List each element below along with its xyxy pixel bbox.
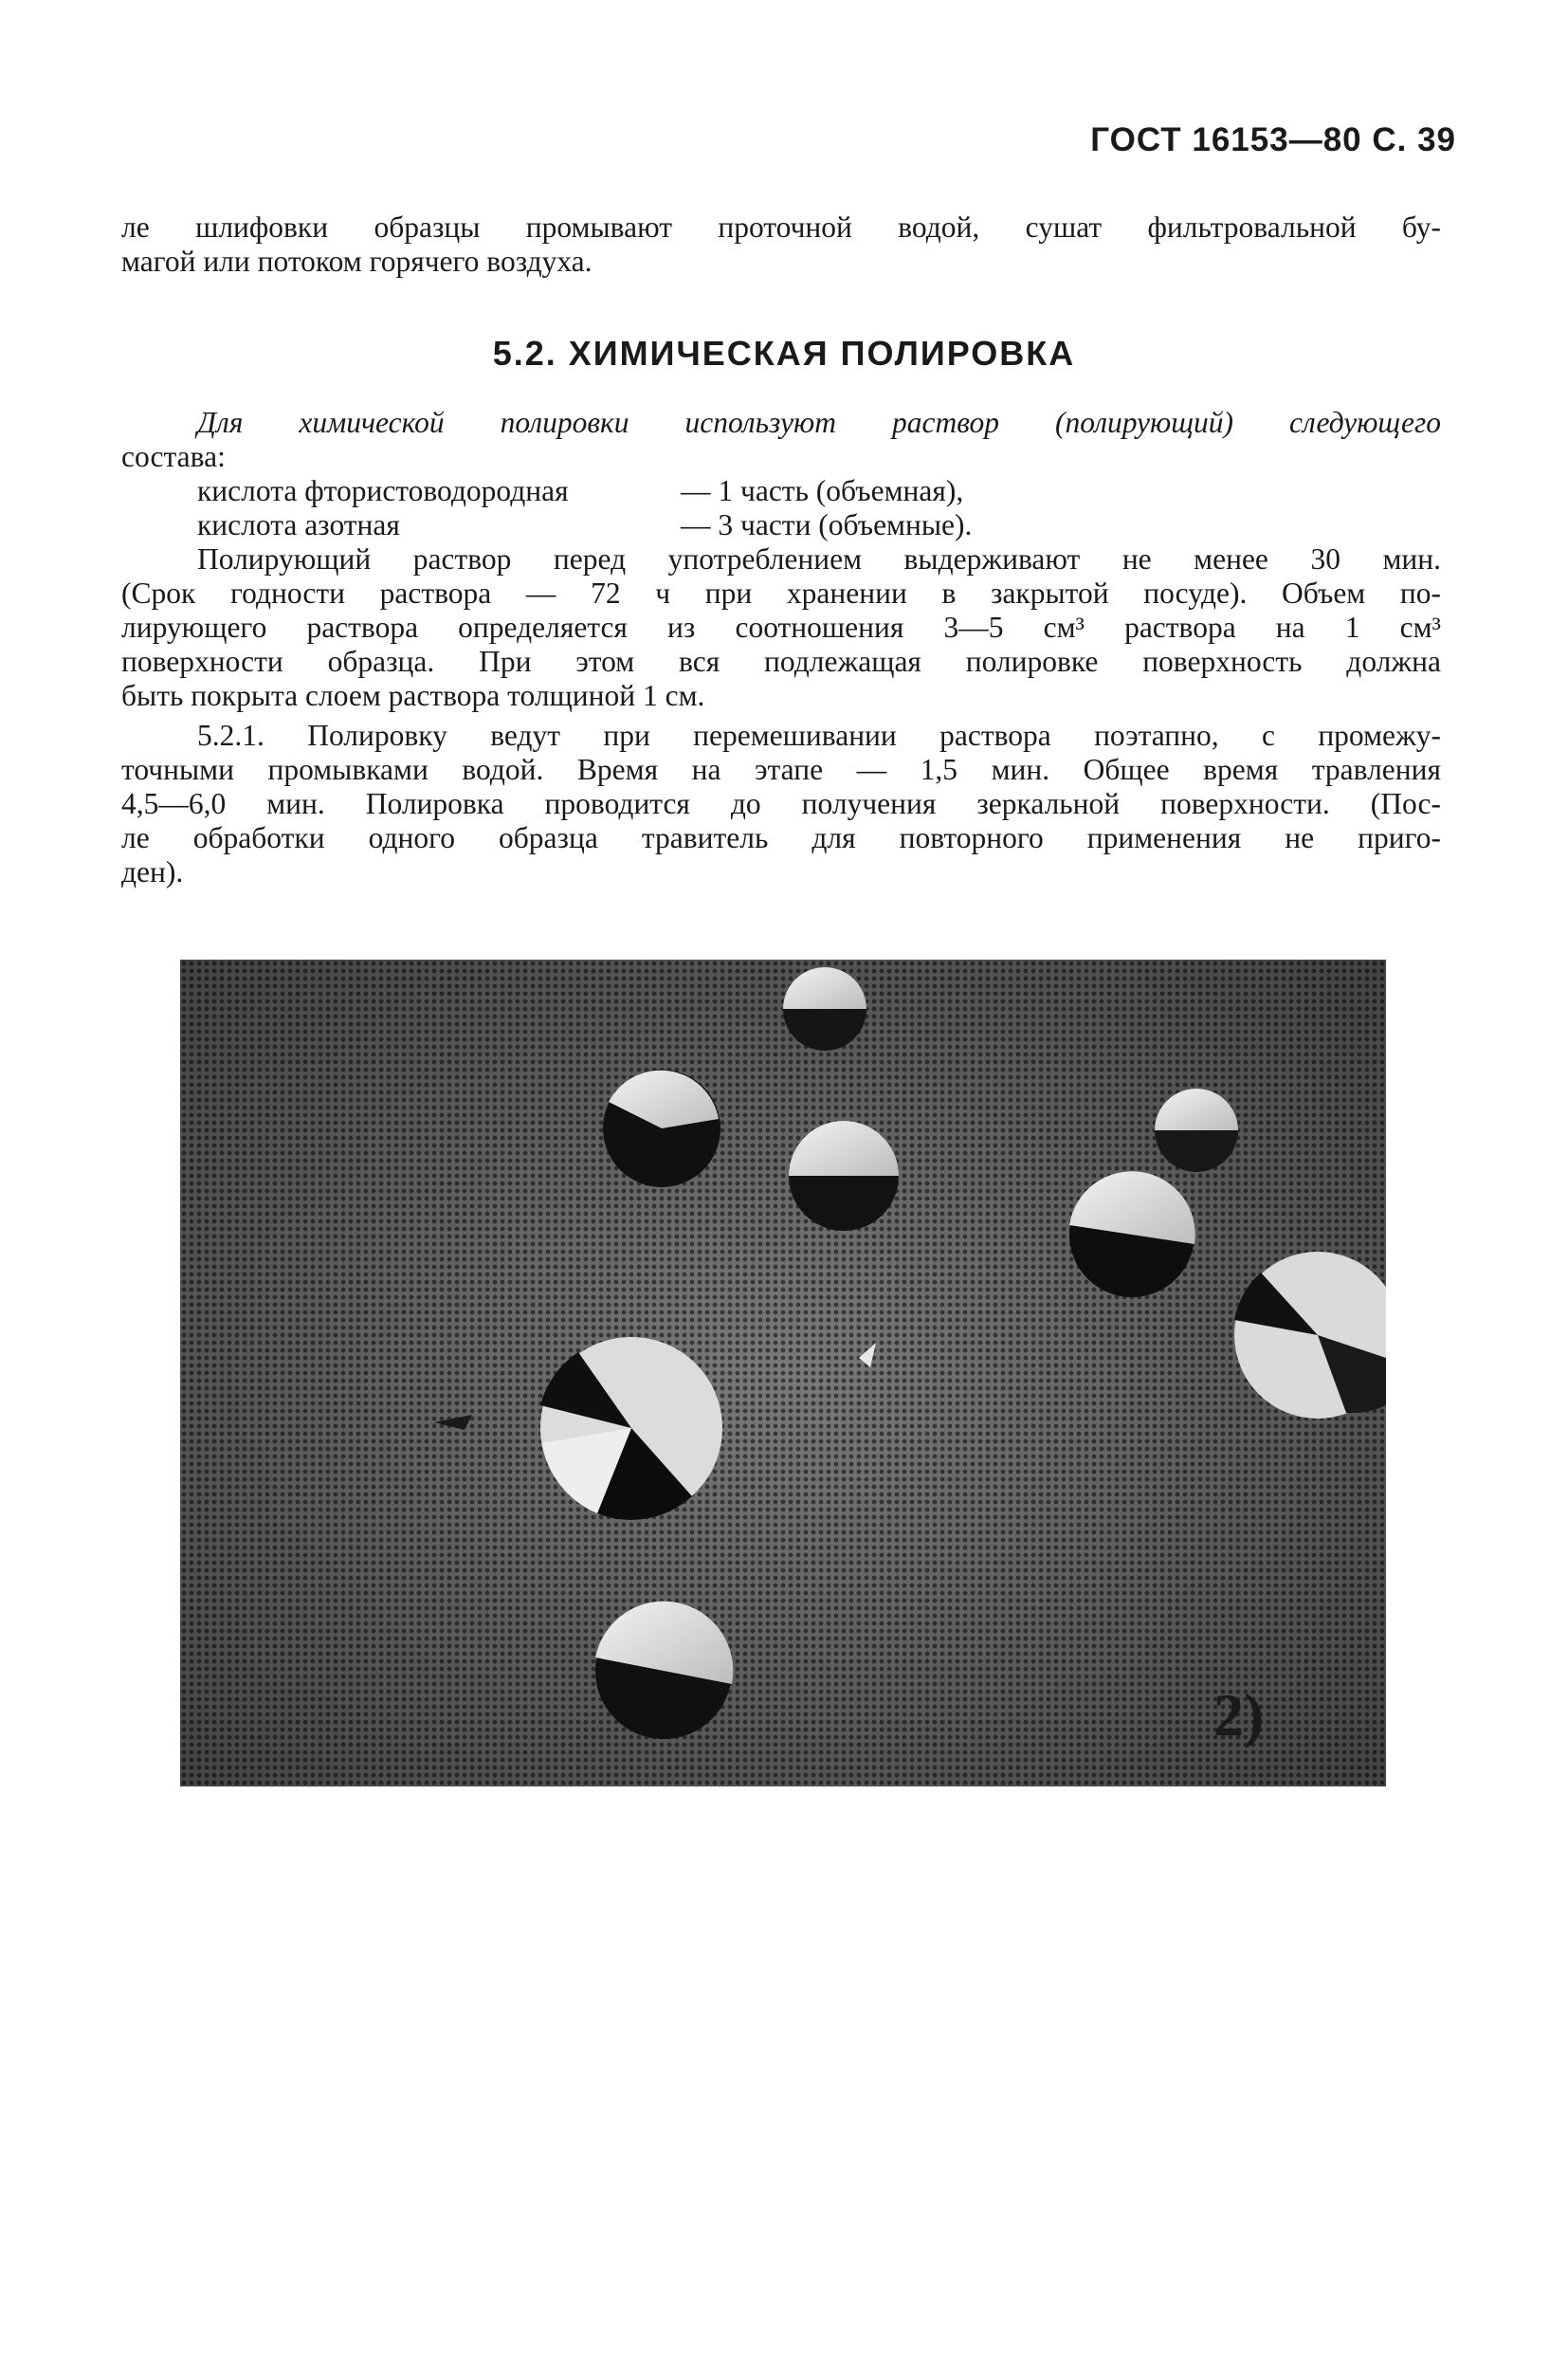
etch-pit (540, 1337, 722, 1520)
composition-amount-1: — 1 часть (объемная), (681, 474, 964, 507)
para1-line-5: быть покрыта слоем раствора толщиной 1 см. (121, 679, 705, 712)
para1-line-2: (Срок годности раствора — 72 ч при хранении в закрытой посуде). Объем по- (121, 577, 1441, 610)
micrograph-image (180, 960, 1386, 1786)
composition-name-1: кислота фтористоводородная (197, 474, 569, 507)
para2-line-4: ле обработки одного образца травитель для повторного применения не приго- (121, 821, 1441, 854)
para1-line-4: поверхности образца. При этом вся подлежащая полировке поверхность должна (121, 645, 1441, 678)
etch-pit (1155, 1089, 1238, 1172)
etch-pit (789, 1121, 899, 1231)
etch-pit (595, 1602, 733, 1739)
para2-line-5: ден). (121, 855, 184, 888)
composition-amount-2: — 3 части (объемные). (681, 508, 973, 541)
para1-line-1: Полирующий раствор перед употреблением выдерживают не менее 30 мин. (197, 542, 1441, 576)
lead-line-1: Для химической полировки используют раствор (полирующий) следующего (197, 406, 1441, 439)
etch-pit (1069, 1171, 1195, 1297)
para1-line-3: лирующего раствора определяется из соотношения 3—5 см³ раствора на 1 см³ (121, 611, 1441, 644)
section-body (121, 406, 1441, 889)
composition-row-1 (121, 474, 1441, 508)
para2-line-2: точными промывками водой. Время на этапе — 1,5 мин. Общее время травления (121, 753, 1441, 786)
lead-line-2: состава: (121, 440, 226, 473)
intro-line-2: магой или потоком горячего воздуха. (121, 245, 593, 278)
micrograph-figure (180, 960, 1386, 1786)
para2-line-1: 5.2.1. Полировку ведут при перемешивании раствора поэтапно, с промежу- (197, 719, 1441, 752)
intro-paragraph (121, 211, 1441, 279)
etch-pit (603, 1070, 720, 1187)
figure-label: 2) (1213, 1681, 1265, 1749)
composition-row-2 (121, 508, 1441, 542)
intro-line-1: ле шлифовки образцы промывают проточной водой, сушат фильтровальной бу- (121, 211, 1441, 244)
section-title: 5.2. ХИМИЧЕСКАЯ ПОЛИРОВКА (492, 334, 1076, 373)
para2-line-3: 4,5—6,0 мин. Полировка проводится до получения зеркальной поверхности. (Пос- (121, 787, 1441, 820)
composition-name-2: кислота азотная (197, 508, 400, 541)
etch-pit (783, 967, 866, 1051)
page-header: ГОСТ 16153—80 С. 39 (1090, 121, 1456, 158)
